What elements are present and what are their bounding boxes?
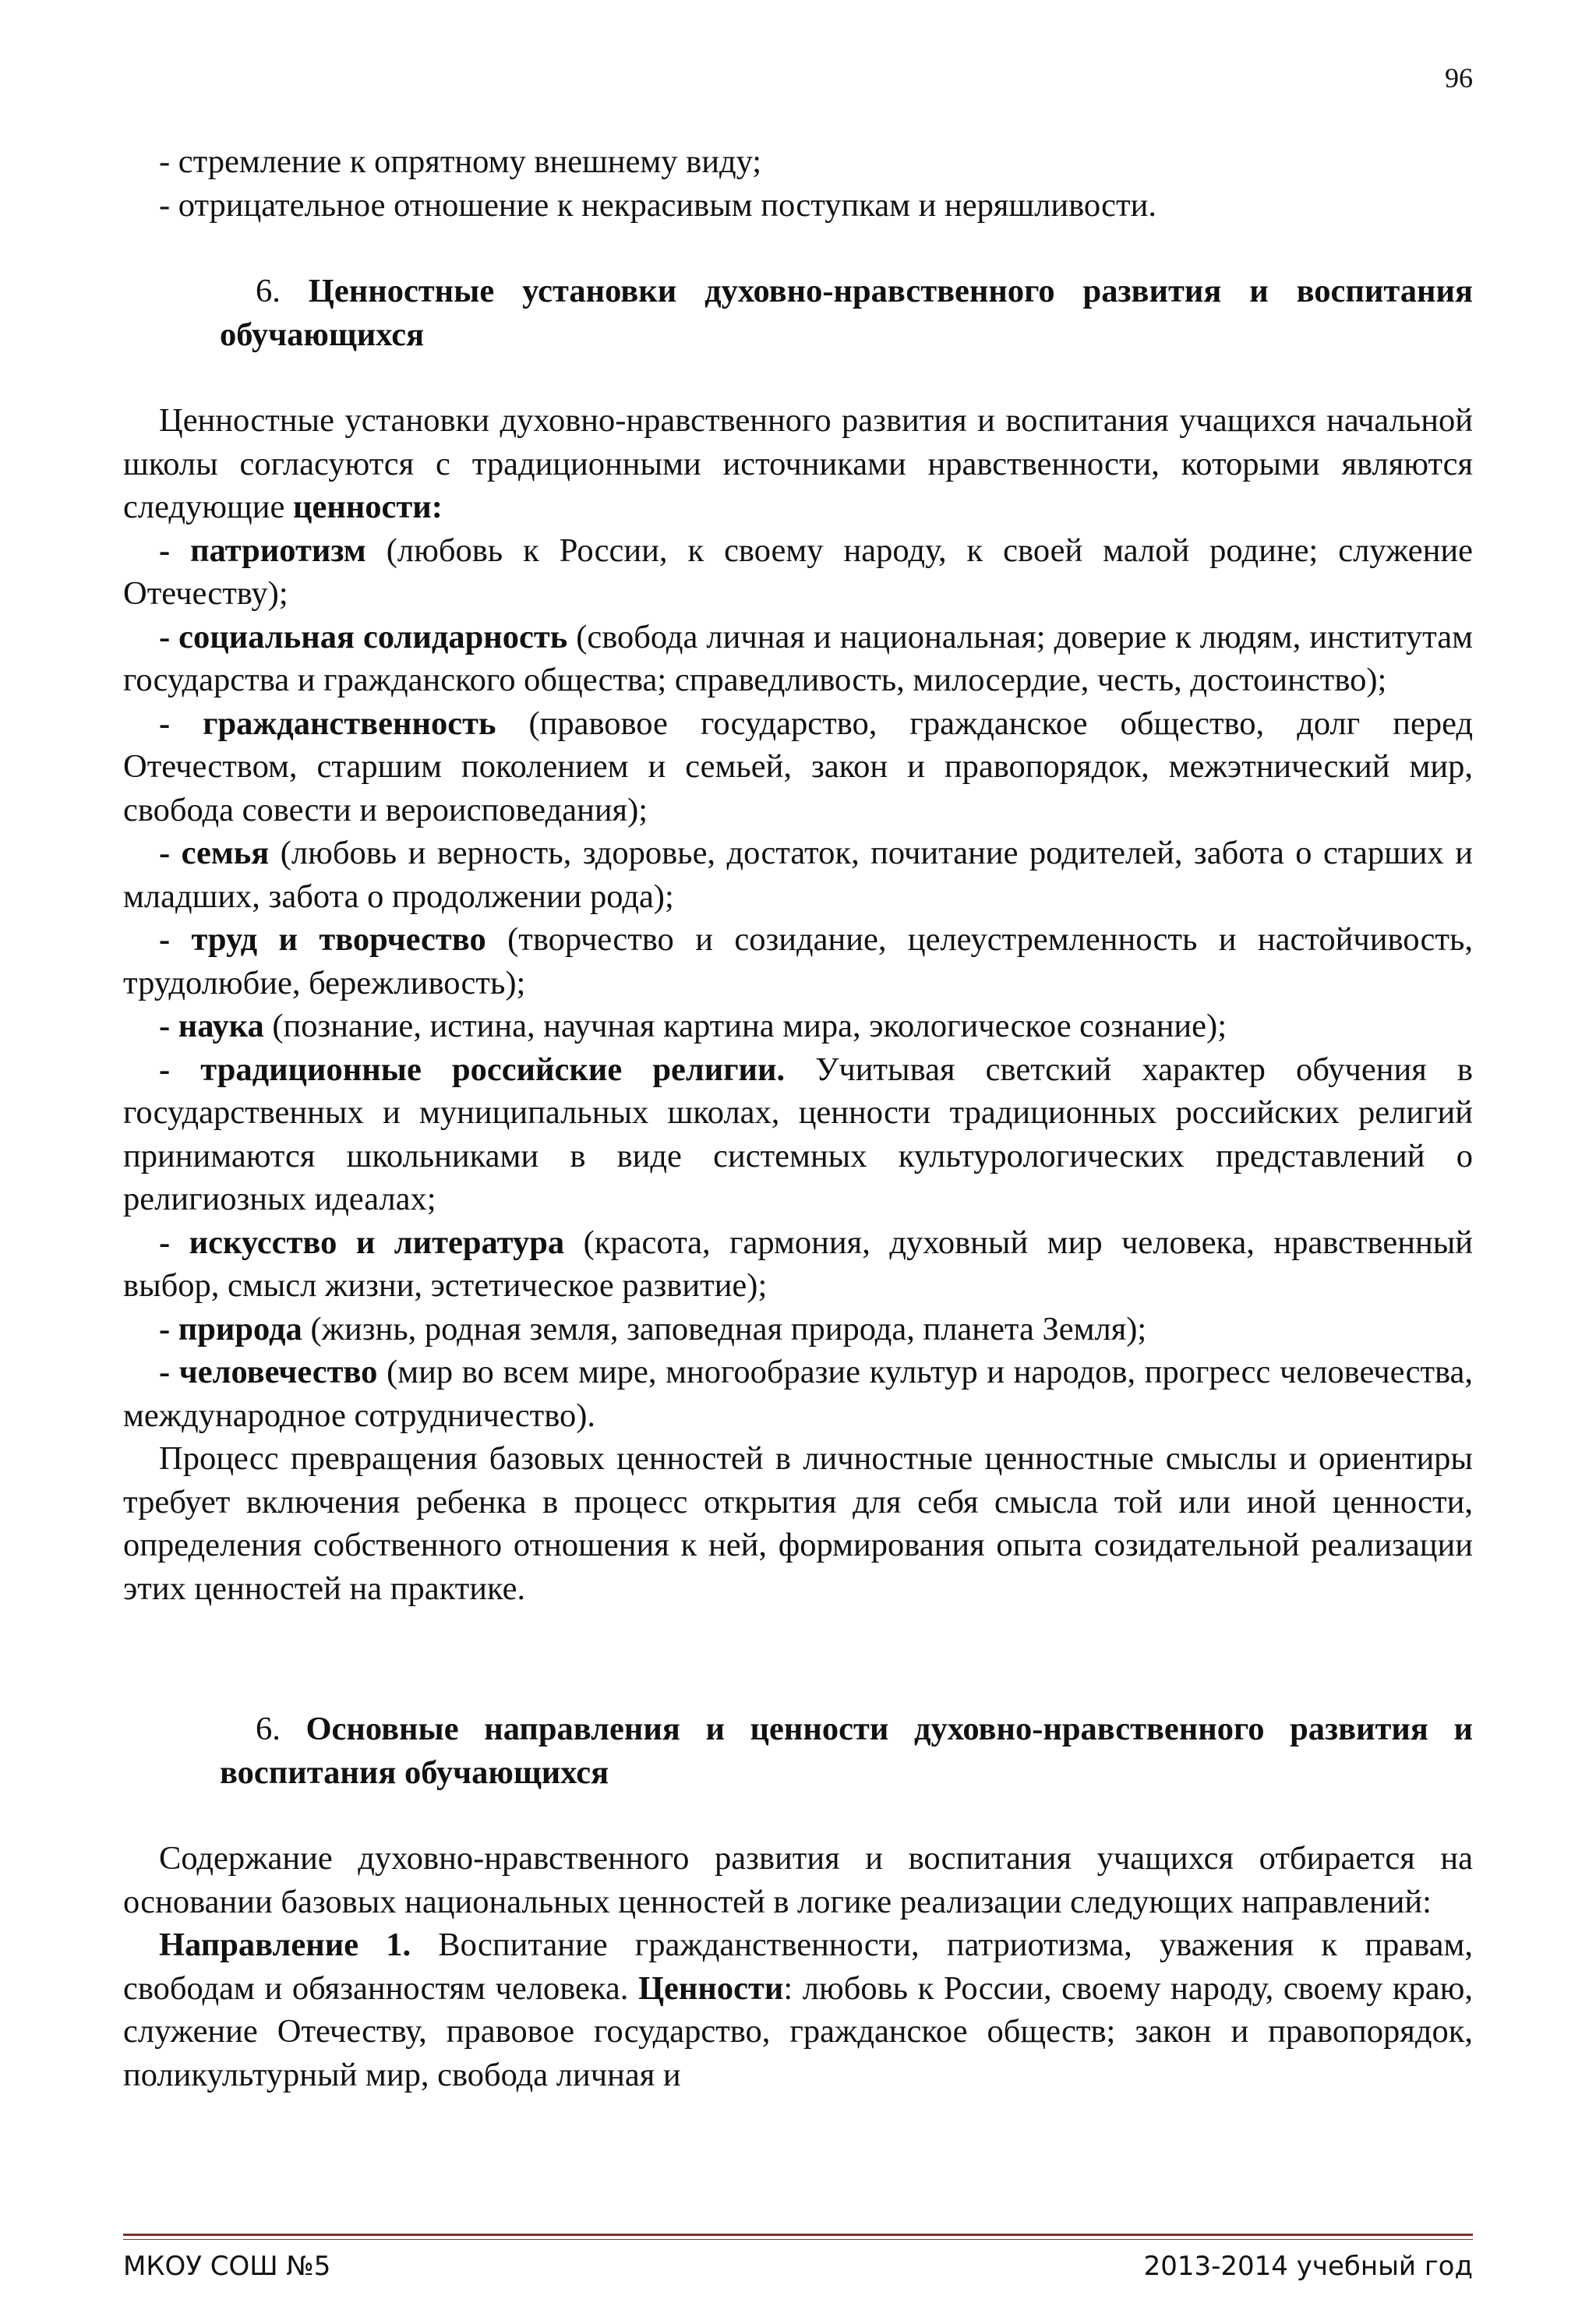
process-paragraph: Процесс превращения базовых ценностей в личностные ценностные смыслы и ориентиры требует включения ребенка в процесс открытия для себя смысла той или иной ценности, определения собственного отношения к ней, формирования опыта созидательной реализации этих ценностей на практике. [123, 1440, 1473, 1607]
section-title: Основные направления и ценности духовно-нравственного развития и воспитания обучающихся [220, 1711, 1473, 1791]
intro-text: Ценностные установки духовно-нравственного развития и воспитания учащихся начальной школы согласуются с традиционными источниками нравственности, которыми являются следующие [123, 402, 1473, 525]
value-term: - гражданственность [159, 705, 496, 742]
value-description: (творчество и созидание, целеустремленность и настойчивость, трудолюбие, бережливость); [123, 921, 1473, 1001]
footer-year: 2013-2014 учебный год [1143, 2251, 1473, 2282]
content-paragraph: Содержание духовно-нравственного развития и воспитания учащихся отбирается на основании базовых национальных ценностей в логике реализации следующих направлений: [123, 1840, 1473, 1920]
value-item [123, 832, 1473, 918]
spacer [123, 1794, 1473, 1837]
bullet-line: - стремление к опрятному внешнему виду; [159, 143, 762, 180]
spacer [123, 227, 1473, 270]
value-item [123, 1221, 1473, 1308]
value-item [123, 1351, 1473, 1437]
direction-values-text: : любовь к России, своему народу, своему краю, служение Отечеству, правовое государство, гражданское обществ; закон и правопорядок, поликультурный мир, свобода личная и [123, 1969, 1473, 2093]
section-title: Ценностные установки духовно-нравственного развития и воспитания обучающихся [220, 273, 1473, 353]
direction-label: Направление 1. [159, 1927, 411, 1963]
value-term: - труд и творчество [159, 921, 486, 958]
value-item [123, 918, 1473, 1005]
intro-bold: ценности: [292, 489, 443, 525]
value-description: (мир во всем мире, многообразие культур и народов, прогресс человечества, международное сотрудничество). [123, 1354, 1473, 1434]
footer-divider [123, 2234, 1473, 2240]
value-description: (свобода личная и национальная; доверие к людям, институтам государства и гражданского общества; справедливость, милосердие, честь, достоинство); [123, 618, 1473, 698]
value-description: (любовь к России, к своему народу, к своей малой родине; служение Отечеству); [123, 532, 1473, 612]
value-term: - наука [159, 1008, 264, 1044]
intro-paragraph [123, 399, 1473, 529]
direction-paragraph [123, 1923, 1473, 2096]
value-item [123, 1048, 1473, 1221]
section-heading [123, 1708, 1473, 1794]
value-term: - социальная солидарность [159, 618, 568, 655]
value-description: (жизнь, родная земля, заповедная природа, планета Земля); [302, 1310, 1147, 1347]
section-number: 6. [256, 273, 281, 309]
value-term: - искусство и литература [159, 1224, 565, 1261]
bullet-line: - отрицательное отношение к некрасивым поступкам и неряшливости. [159, 186, 1156, 224]
value-item [123, 1308, 1473, 1351]
value-description: (красота, гармония, духовный мир человека, нравственный выбор, смысл жизни, эстетическое развитие); [123, 1224, 1473, 1304]
spacer [123, 356, 1473, 399]
value-item [123, 529, 1473, 616]
value-item [123, 616, 1473, 702]
page-number: 96 [1445, 62, 1473, 94]
value-term: - семья [159, 835, 270, 871]
footer-school: МКОУ СОШ №5 [123, 2251, 331, 2282]
value-item [123, 702, 1473, 832]
value-term: - патриотизм [159, 532, 366, 569]
value-description: Учитывая светский характер обучения в государственных и муниципальных школах, ценности традиционных российских религий принимаются школьниками в виде системных культурологических представлений о религиозных идеалах; [123, 1051, 1473, 1217]
spacer [123, 1610, 1473, 1708]
direction-text: Воспитание гражданственности, патриотизма, уважения к правам, свободам и обязанностям человека. [123, 1927, 1473, 2007]
page-content [123, 140, 1473, 2096]
value-description: (любовь и верность, здоровье, достаток, почитание родителей, забота о старших и младших, забота о продолжении рода); [123, 835, 1473, 915]
value-term: - человечество [159, 1354, 378, 1390]
value-term: - природа [159, 1310, 302, 1347]
value-description: (познание, истина, научная картина мира, экологическое сознание); [263, 1008, 1227, 1044]
value-description: (правовое государство, гражданское общество, долг перед Отечеством, старшим поколением и семьей, закон и правопорядок, межэтнический мир, свобода совести и вероисповедания); [123, 705, 1473, 828]
value-term: - традиционные российские религии. [159, 1051, 786, 1088]
direction-values-label: Ценности [638, 1969, 784, 2007]
value-item [123, 1005, 1473, 1048]
section-heading [123, 270, 1473, 356]
section-number: 6. [256, 1711, 281, 1747]
